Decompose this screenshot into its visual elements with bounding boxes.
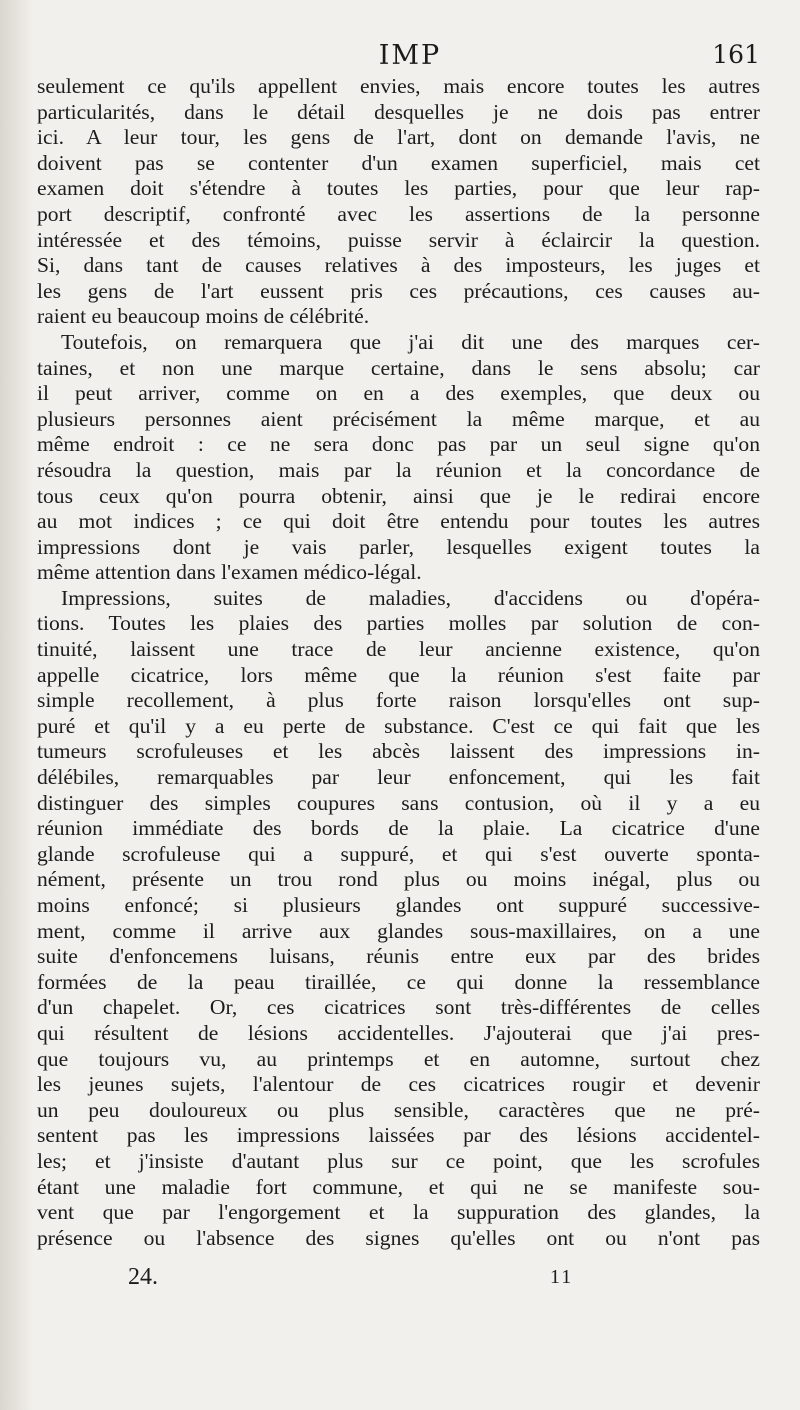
- text-line: tumeurs scrofuleuses et les abcès laissent des impressions in-: [37, 739, 760, 764]
- text-line: tions. Toutes les plaies des parties molles par solution de con-: [37, 611, 760, 636]
- text-line: les jeunes sujets, l'alentour de ces cicatrices rougir et devenir: [37, 1072, 760, 1097]
- page-footer: [60, 1264, 760, 1296]
- text-line: intéressée et des témoins, puisse servir à éclaircir la question.: [37, 227, 760, 252]
- text-line: seulement ce qu'ils appellent envies, mais encore toutes les autres: [37, 74, 760, 98]
- text-line: les; et j'insiste d'autant plus sur ce point, que les scrofules: [37, 1148, 760, 1173]
- text-line: simple recollement, à plus forte raison lorsqu'elles ont sup-: [37, 688, 760, 713]
- text-line: même attention dans l'examen médico-légal.: [37, 560, 422, 585]
- text-line: nément, présente un trou rond plus ou moins inégal, plus ou: [37, 867, 760, 892]
- text-line: examen doit s'étendre à toutes les parties, pour que leur rap-: [37, 176, 760, 201]
- text-line: glande scrofuleuse qui a suppuré, et qui s'est ouverte sponta-: [37, 841, 760, 866]
- text-line: impressions dont je vais parler, lesquelles exigent toutes la: [37, 534, 760, 559]
- text-line: les gens de l'art eussent pris ces précautions, ces causes au-: [37, 278, 760, 303]
- text-line: puré et qu'il y a eu perte de substance. C'est ce qui fait que les: [37, 713, 760, 738]
- text-line: doivent pas se contenter d'un examen superficiel, mais cet: [37, 150, 760, 175]
- text-line: ici. A leur tour, les gens de l'art, dont on demande l'avis, ne: [37, 125, 760, 150]
- text-line: il peut arriver, comme on en a des exemples, que deux ou: [37, 381, 760, 406]
- body-text: [37, 74, 760, 1251]
- text-line: vent que par l'engorgement et la suppuration des glandes, la: [37, 1200, 760, 1225]
- text-line: présence ou l'absence des signes qu'elles ont ou n'ont pas: [37, 1225, 760, 1250]
- text-line: étant une maladie fort commune, et qui ne se manifeste sou-: [37, 1174, 760, 1199]
- text-line: réunion immédiate des bords de la plaie. La cicatrice d'une: [37, 816, 760, 841]
- page-gutter-shadow: [0, 0, 34, 1410]
- text-line: résoudra la question, mais par la réunion et la concordance de: [37, 457, 760, 482]
- page-number: 161: [712, 40, 760, 69]
- text-line: au mot indices ; ce qui doit être entendu pour toutes les autres: [37, 509, 760, 534]
- text-line: taines, et non une marque certaine, dans le sens absolu; car: [37, 355, 760, 380]
- text-line: que toujours vu, au printemps et en automne, surtout chez: [37, 1046, 760, 1071]
- text-line: délébiles, remarquables par leur enfoncement, qui les fait: [37, 765, 760, 790]
- text-line: tinuité, laissent une trace de leur ancienne existence, qu'on: [37, 637, 760, 662]
- text-line: distinguer des simples coupures sans contusion, où il y a eu: [37, 790, 760, 815]
- text-line: même endroit : ce ne sera donc pas par un seul signe qu'on: [37, 432, 760, 457]
- text-line: qui résultent de lésions accidentelles. J'ajouterai que j'ai pres-: [37, 1020, 760, 1045]
- text-line: un peu douloureux ou plus sensible, caractères que ne pré-: [37, 1097, 760, 1122]
- text-line: d'un chapelet. Or, ces cicatrices sont très-différentes de celles: [37, 995, 760, 1020]
- signature-mark: 24.: [128, 1264, 158, 1290]
- text-line: Toutefois, on remarquera que j'ai dit une des marques cer-: [61, 329, 760, 354]
- text-line: port descriptif, confronté avec les assertions de la personne: [37, 201, 760, 226]
- text-line: Impressions, suites de maladies, d'accidens ou d'opéra-: [61, 585, 760, 610]
- text-line: plusieurs personnes aient précisément la même marque, et au: [37, 406, 760, 431]
- running-head: [60, 40, 760, 76]
- paragraph-3: [37, 586, 760, 1251]
- text-line: sentent pas les impressions laissées par des lésions accidentel-: [37, 1123, 760, 1148]
- text-line: appelle cicatrice, lors même que la réunion s'est faite par: [37, 662, 760, 687]
- paragraph-1: [37, 74, 760, 330]
- text-line: suite d'enfoncemens luisans, réunis entre eux par des brides: [37, 944, 760, 969]
- text-line: Si, dans tant de causes relatives à des imposteurs, les juges et: [37, 253, 760, 278]
- text-line: moins enfoncé; si plusieurs glandes ont suppuré successive-: [37, 893, 760, 917]
- text-line: formées de la peau tiraillée, ce qui donne la ressemblance: [37, 969, 760, 994]
- running-head-title: IMP: [378, 40, 442, 71]
- text-line: raient eu beaucoup moins de célébrité.: [37, 304, 370, 329]
- paragraph-2: [37, 330, 760, 586]
- text-line: tous ceux qu'on pourra obtenir, ainsi que je le redirai encore: [37, 483, 760, 508]
- text-line: particularités, dans le détail desquelles je ne dois pas entrer: [37, 99, 760, 124]
- text-line: ment, comme il arrive aux glandes sous-maxillaires, on a une: [37, 918, 760, 943]
- sheet-number: 11: [550, 1266, 574, 1288]
